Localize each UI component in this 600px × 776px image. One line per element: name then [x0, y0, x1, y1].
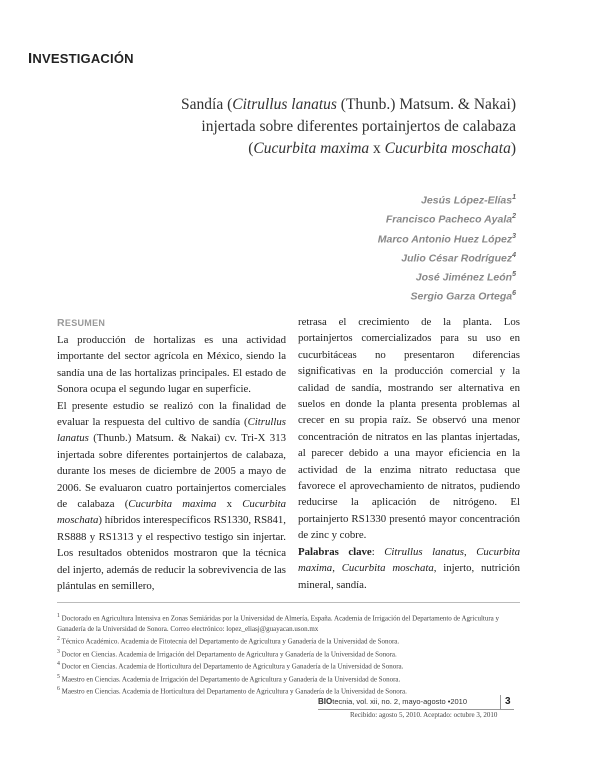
section-label: INVESTIGACIÓN	[28, 50, 134, 67]
abstract-column-left	[57, 332, 286, 595]
author-name: Jesús López-Elías$^1$	[421, 194, 516, 207]
footnote: $^2$ Técnico Académico. Academia de Fitotecnia del Departamento de Agricultura y Ganadería de la Universidad de Sonora.	[57, 635, 400, 646]
abstract-paragraph: El presente estudio se realizó con la finalidad de evaluar la respuesta del cultivo de sandía (Citrullus lanatus (Thunb.) Matsum. & Nakai) cv. Tri-X 313 injertada sobre diferentes portainjertos de calabaza, durante los meses de diciembre de 2005 a mayo de 2006. Se evaluaron cuatro portainjertos comerciales de calabaza (Cucurbita maxima x Cucurbita moschata) híbridos interespecíficos RS1330, RS841, RS888 y RS1313 y el respectivo testigo sin injertar. Los resultados obtenidos mostraron que la técnica del injerto, además de reducir la sobrevivencia de las plántulas en semillero,	[57, 399, 287, 593]
author-name: Julio César Rodríguez$^4$	[401, 251, 516, 265]
footnote: $^6$ Maestro en Ciencias. Academia de Horticultura del Departamento de Agricultura y Ganadería de la Universidad de Sonora.	[57, 686, 407, 696]
received-accepted-dates: Recibido: agosto 5, 2010. Aceptado: octubre 3, 2010	[350, 711, 498, 719]
page-number: 3	[500, 695, 511, 709]
author-name: Marco Antonio Huez López$^3$	[377, 232, 516, 246]
author-name: Sergio Garza Ortega$^6$	[410, 290, 516, 303]
footnote: $^5$ Maestro en Ciencias. Academia de Irrigación del Departamento de Agricultura y Ganadería de la Universidad de Sonora.	[57, 673, 401, 684]
keywords: Palabras clave: Citrullus lanatus, Cucurbita maxima, Cucurbita moschata, injerto, nutrición mineral, sandía.	[298, 545, 520, 591]
abstract-column-right	[298, 314, 520, 593]
article-title: Sandía (Citrullus lanatus (Thunb.) Matsum. & Nakai) injertada sobre diferentes portainjertos de calabaza (Cucurbita maxima x Cucurbita moschata)	[181, 96, 516, 157]
footer-divider	[318, 709, 514, 710]
footnotes	[57, 606, 520, 697]
footnote-divider	[57, 602, 520, 603]
abstract-paragraph: retrasa el crecimiento de la planta. Los portainjertos comercializados para su uso en cucurbitáceas no presentaron diferencias significativas en la producción comercial y la calidad de sandía, mostrando ser alternativa en suelos en donde la planta presenta problemas al crecer en su propia raíz. Se observó una menor concentración de nitratos en las plantas injertadas, al parecer debido a una mayor eficiencia en la actividad de la enzima nitrato reductasa que favorece el aprovechamiento de nitratos, pudiendo reducirse la aplicación de nitrógeno. El portainjerto RS1330 presentó mayor concentración de zinc y cobre.	[298, 316, 520, 542]
abstract-paragraph: La producción de hortalizas es una actividad importante del sector agrícola en México, siendo la sandía una de las hortalizas principales. El estado de Sonora ocupa el segundo lugar en superficie.	[57, 334, 286, 396]
footnote: $^4$ Doctor en Ciencias. Academia de Horticultura del Departamento de Agricultura y Ganadería de la Universidad de Sonora.	[57, 661, 404, 671]
author-name: Francisco Pacheco Ayala$^2$	[385, 213, 516, 226]
footnote: $^3$ Doctor en Ciencias. Academia de Irrigación del Departamento de Agricultura y Ganadería de la Universidad de Sonora.	[57, 648, 397, 658]
abstract-heading: RESUMEN	[57, 317, 106, 329]
author-list	[378, 190, 516, 306]
footnote: $^1$ Doctorado en Agricultura Intensiva en Zonas Semiáridas por la Universidad de Almería, España. Academia de Irrigación del Departamento de Agricultura y Ganadería de la Universidad de Sonora. Correo electrónico: lopez_eliasj@guayacan.uson.mx	[57, 613, 500, 633]
author-name: José Jiménez León$^5$	[415, 271, 516, 284]
journal-footer: BIOtecnia, vol. xii, no. 2, mayo-agosto •2010	[318, 697, 468, 706]
